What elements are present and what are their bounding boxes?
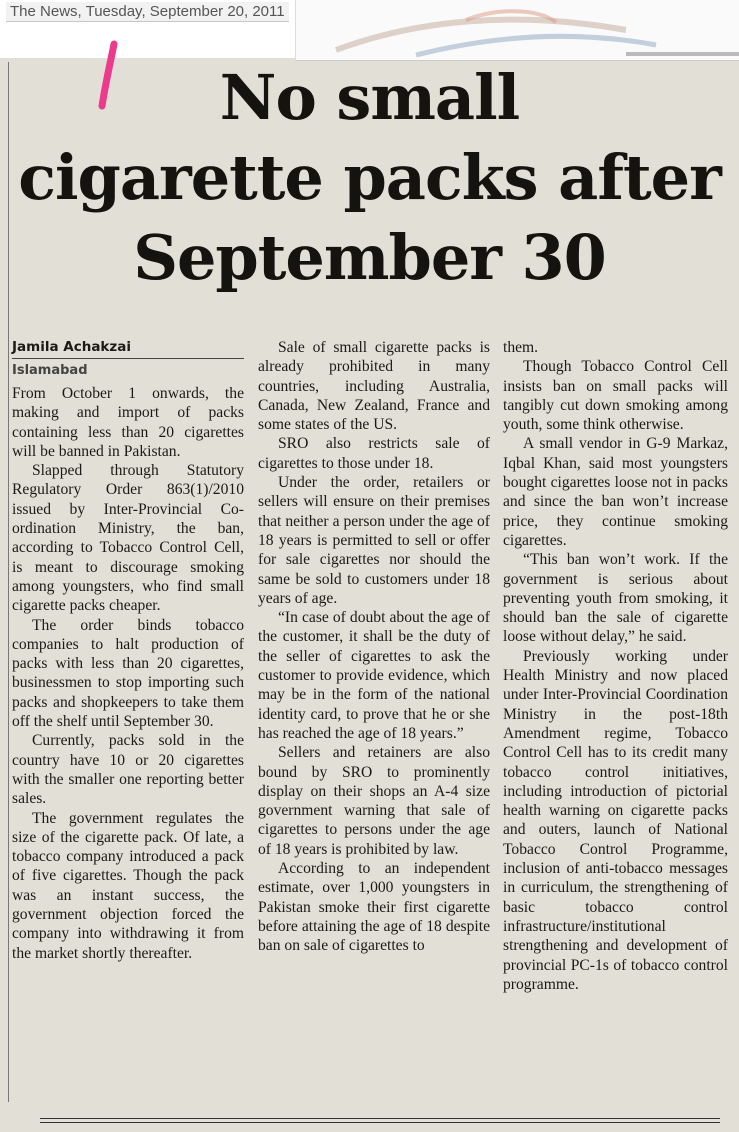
paragraph: Previously working under Health Ministry and now placed under Inter-Provincial Coordination Ministry in the post-18th Amendment regime, Tobacco Control Cell has to its credit many tobacco control initiatives, including introduction of pictorial health warning on cigarette packs and outers, launch of National Tobacco Control Programme, inclusion of anti-tobacco messages in curriculum, the strengthening of basic tobacco control infrastructure/institutional strengthening and development of provincial PC-1s of tobacco control programme.: [503, 647, 728, 993]
paragraph: Currently, packs sold in the country have 10 or 20 cigarettes with the smaller one reporting better sales.: [12, 732, 244, 808]
paragraph: From October 1 onwards, the making and import of packs containing less than 20 cigarettes will be banned in Pakistan.: [12, 385, 244, 460]
swoosh-logo-icon: [296, 0, 739, 60]
paragraph: “In case of doubt about the age of the customer, it shall be the duty of the seller of cigarettes to ask the customer to provide evidence, which may be in the form of the national identity card, to prove that he or she has reached the age of 18 years.”: [258, 609, 490, 742]
headline: [0, 58, 739, 298]
bottom-rule: [40, 1118, 720, 1123]
paragraph: The government regulates the size of the cigarette pack. Of late, a tobacco company introduced a pack of five cigarettes. Though the pack was an instant success, the government objection forced the company into withdrawing it from the market shortly thereafter.: [12, 809, 244, 962]
headline-line-1: No small: [219, 61, 520, 134]
paragraph: “This ban won’t work. If the government is serious about preventing youth from smoking, it should ban the sale of cigarette loose without delay,” he said.: [503, 551, 728, 646]
byline: Jamila Achakzai: [12, 338, 244, 359]
paragraph: them.: [503, 339, 539, 356]
paragraph: The order binds tobacco companies to halt production of packs with less than 20 cigarettes, businessmen to stop importing such packs and shopkeepers to take them off the shelf until September 30.: [12, 616, 244, 731]
paragraph: Sale of small cigarette packs is already prohibited in many countries, including Australia, Canada, New Zealand, France and some states of the US.: [258, 339, 490, 434]
dateline: The News, Tuesday, September 20, 2011: [6, 2, 289, 22]
article-column-1: [12, 338, 244, 963]
paragraph: A small vendor in G-9 Markaz, Iqbal Khan, said most youngsters bought cigarettes loose not in packs and since the ban won’t increase price, they continue smoking cigarettes.: [503, 435, 728, 549]
headline-line-3: September 30: [133, 221, 606, 294]
paragraph: Under the order, retailers or sellers will ensure on their premises that neither a person under the age of 18 years is permitted to sell or offer for sale cigarettes nor should the same be sold to customers under 18 years of age.: [258, 474, 490, 607]
paragraph: Though Tobacco Control Cell insists ban on small packs will tangibly cut down smoking among youth, some think otherwise.: [503, 358, 728, 434]
paragraph: According to an independent estimate, over 1,000 youngsters in Pakistan smoke their first cigarette before attaining the age of 18 despite ban on sale of cigarettes to: [258, 860, 490, 955]
paragraph: Sellers and retainers are also bound by SRO to prominently display on their shops an A-4 size government warning that sale of cigarettes to persons under the age of 18 years is prohibited by law.: [258, 744, 490, 858]
article-column-3: [503, 338, 728, 994]
article-column-2: [258, 338, 490, 956]
masthead-logo-fragment: [295, 0, 739, 61]
location: Islamabad: [12, 363, 88, 378]
headline-line-2: cigarette packs after: [18, 141, 721, 214]
paragraph: Slapped through Statutory Regulatory Order 863(1)/2010 issued by Inter-Provincial Co-ordination Ministry, the ban, according to Tobacco Control Cell, is meant to discourage smoking among youngsters, who find small cigarette packs cheaper.: [12, 462, 244, 615]
paragraph: SRO also restricts sale of cigarettes to those under 18.: [258, 435, 490, 472]
